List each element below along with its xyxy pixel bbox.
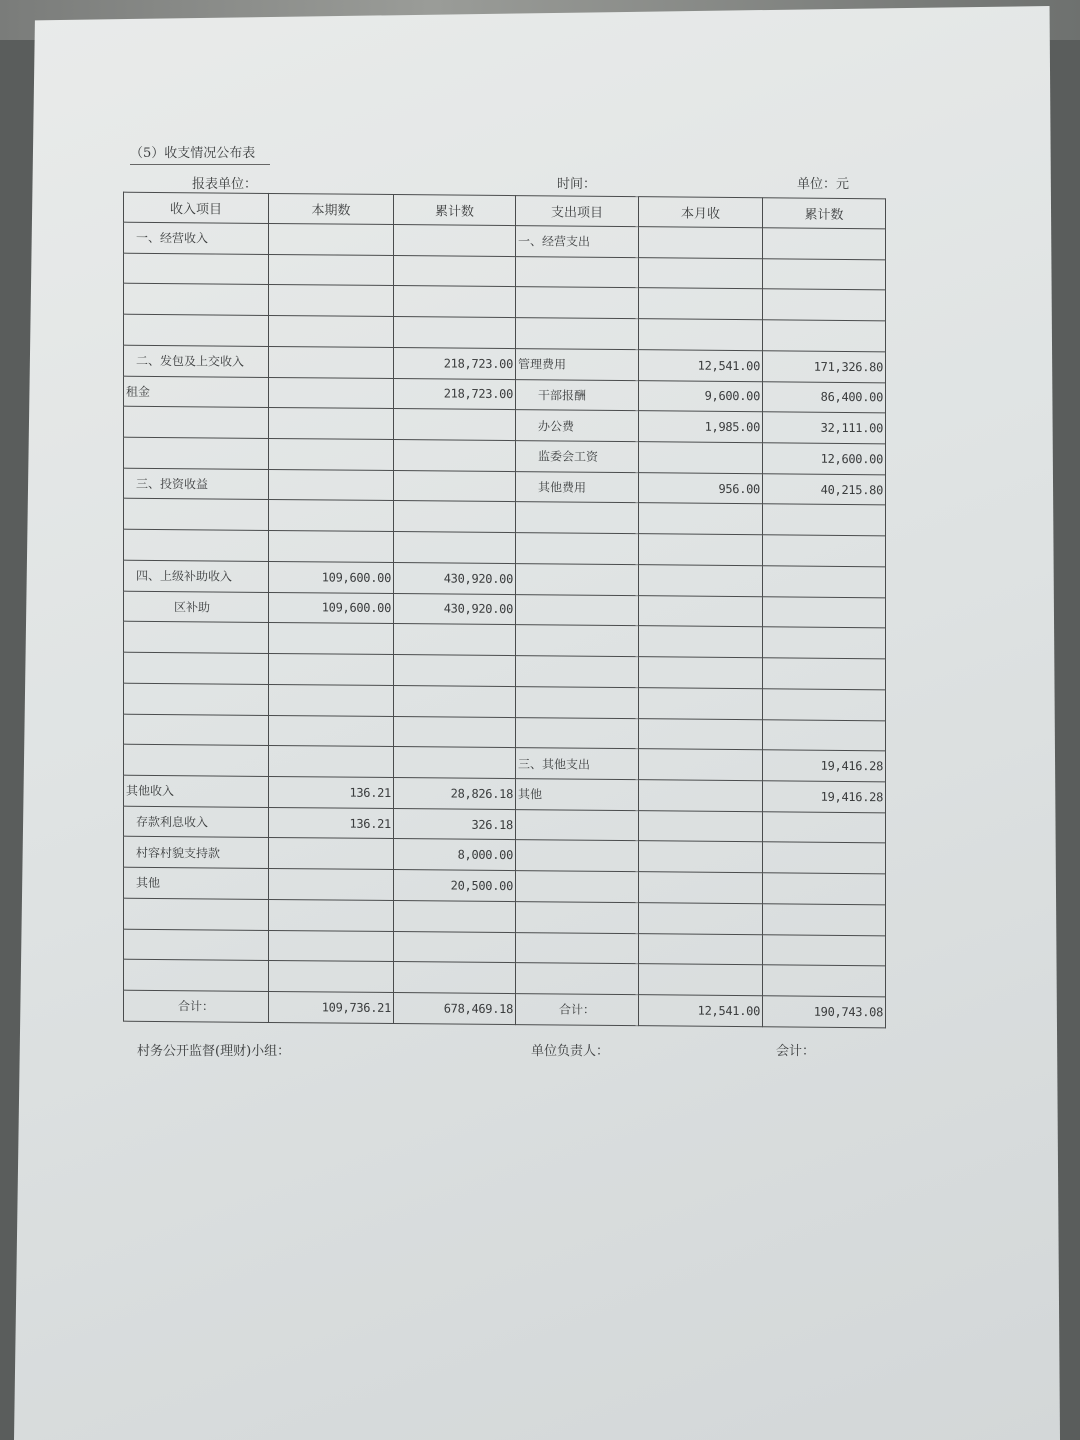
table-cell	[516, 287, 639, 319]
table-cell	[639, 626, 763, 658]
table-cell	[639, 780, 763, 812]
table-cell	[516, 963, 639, 995]
table-cell	[394, 962, 516, 994]
table-cell	[763, 689, 886, 721]
table-cell	[516, 809, 639, 841]
totals-cell: 12,541.00	[639, 995, 763, 1027]
table-cell	[639, 257, 763, 289]
table-cell	[394, 532, 516, 564]
table-cell: 其他	[124, 867, 269, 899]
table-cell: 218,723.00	[394, 347, 516, 379]
table-cell	[639, 810, 763, 842]
table-cell	[763, 535, 886, 567]
table-cell: 136.21	[269, 807, 394, 839]
table-cell: 一、经营收入	[124, 222, 269, 254]
table-cell	[639, 749, 763, 781]
table-cell	[269, 408, 394, 440]
table-cell	[763, 289, 886, 321]
table-cell	[124, 253, 269, 285]
table-cell: 管理费用	[516, 348, 639, 380]
totals-cell: 190,743.08	[763, 996, 886, 1028]
table-cell	[516, 932, 639, 964]
unit-leader-label: 单位负责人：	[531, 1044, 610, 1059]
table-cell	[763, 504, 886, 536]
table-cell	[763, 596, 886, 628]
table-cell	[269, 254, 394, 286]
table-cell: 其他	[516, 779, 639, 811]
table-cell: 109,600.00	[269, 592, 394, 624]
table-cell	[394, 286, 516, 318]
table-cell	[763, 566, 886, 598]
table-cell	[639, 841, 763, 873]
table-cell	[394, 655, 516, 687]
table-cell	[269, 899, 394, 931]
table-cell	[763, 965, 886, 997]
table-cell	[394, 716, 516, 748]
totals-cell: 109,736.21	[269, 991, 394, 1023]
table-cell	[394, 317, 516, 349]
table-cell: 8,000.00	[394, 839, 516, 871]
table-cell: 32,111.00	[763, 412, 886, 444]
time-label: 时间：	[557, 177, 597, 192]
accountant-label: 会计：	[776, 1044, 816, 1059]
table-cell	[639, 227, 763, 259]
table-cell	[394, 747, 516, 779]
table-cell	[639, 319, 763, 351]
table-cell: 村容村貌支持款	[124, 837, 269, 869]
table-cell	[124, 652, 269, 684]
table-cell	[516, 318, 639, 350]
table-cell	[394, 255, 516, 287]
currency-unit-label: 单位：元	[797, 177, 850, 192]
table-cell	[269, 531, 394, 563]
header-income-item: 收入项目	[124, 192, 269, 223]
table-cell	[639, 565, 763, 597]
table-cell	[124, 499, 269, 531]
table-cell	[639, 687, 763, 719]
table-cell: 956.00	[639, 472, 763, 504]
table-cell	[639, 872, 763, 904]
table-cell	[269, 223, 394, 255]
table-cell	[394, 624, 516, 656]
table-cell	[394, 900, 516, 932]
table-cell: 监委会工资	[516, 441, 639, 473]
table-cell	[763, 658, 886, 690]
table-cell: 40,215.80	[763, 474, 886, 506]
table-cell: 四、上级补助收入	[124, 560, 269, 592]
table-cell	[124, 683, 269, 715]
table-cell	[516, 502, 639, 534]
table-cell	[269, 838, 394, 870]
table-cell	[516, 656, 639, 688]
table-cell	[639, 442, 763, 474]
table-cell	[269, 623, 394, 655]
table-cell: 19,416.28	[763, 750, 886, 782]
table-cell	[124, 529, 269, 561]
table-cell	[516, 564, 639, 596]
header-income-period: 本期数	[269, 193, 394, 224]
header-expense-cumulative: 累计数	[763, 198, 886, 229]
table-cell: 三、投资收益	[124, 468, 269, 500]
table-cell: 区补助	[124, 591, 269, 623]
table-cell	[763, 904, 886, 936]
table-cell	[394, 685, 516, 717]
table-cell	[639, 595, 763, 627]
table-cell	[269, 500, 394, 532]
table-body	[124, 222, 886, 1028]
table-cell	[269, 469, 394, 501]
table-cell: 存款利息收入	[124, 806, 269, 838]
totals-cell: 合计：	[124, 990, 269, 1022]
table-cell	[394, 501, 516, 533]
table-cell	[124, 406, 269, 438]
table-cell	[763, 320, 886, 352]
table-cell	[516, 686, 639, 718]
table-cell	[639, 902, 763, 934]
table-cell	[516, 594, 639, 626]
table-cell: 其他收入	[124, 775, 269, 807]
totals-row	[124, 990, 886, 1028]
table-cell: 干部报酬	[516, 379, 639, 411]
table-cell: 一、经营支出	[516, 226, 639, 258]
table-cell	[763, 627, 886, 659]
supervision-group-label: 村务公开监督(理财)小组：	[137, 1044, 291, 1059]
table-cell: 12,541.00	[639, 350, 763, 382]
table-cell: 19,416.28	[763, 781, 886, 813]
table-cell: 办公费	[516, 410, 639, 442]
table-cell	[516, 717, 639, 749]
table-cell	[269, 654, 394, 686]
table-cell: 28,826.18	[394, 777, 516, 809]
table-cell	[124, 714, 269, 746]
table-cell	[124, 929, 269, 961]
table-cell	[269, 377, 394, 409]
table-cell	[269, 930, 394, 962]
table-cell: 1,985.00	[639, 411, 763, 443]
table-cell	[763, 811, 886, 843]
table-cell	[269, 316, 394, 348]
table-cell	[394, 409, 516, 441]
table-cell	[269, 346, 394, 378]
table-cell	[269, 869, 394, 901]
table-cell	[124, 437, 269, 469]
reporting-unit-label: 报表单位：	[192, 177, 258, 192]
table-cell: 136.21	[269, 776, 394, 808]
table-cell: 218,723.00	[394, 378, 516, 410]
table-cell	[516, 871, 639, 903]
table-cell	[639, 503, 763, 535]
table-cell: 86,400.00	[763, 381, 886, 413]
document-title: （5）收支情况公布表	[130, 142, 270, 165]
table-cell	[124, 284, 269, 316]
table-cell: 430,920.00	[394, 562, 516, 594]
table-cell	[124, 898, 269, 930]
table-cell	[269, 438, 394, 470]
header-expense-month: 本月收	[639, 197, 763, 228]
table-cell	[639, 964, 763, 996]
table-cell	[394, 225, 516, 257]
income-expense-table	[123, 192, 886, 1029]
table-cell	[763, 873, 886, 905]
table-cell: 租金	[124, 376, 269, 408]
table-cell: 其他费用	[516, 471, 639, 503]
table-cell	[639, 657, 763, 689]
table-cell	[763, 934, 886, 966]
table-cell	[269, 746, 394, 778]
table-cell	[394, 470, 516, 502]
table-cell	[269, 961, 394, 993]
table-cell	[763, 228, 886, 260]
header-expense-item: 支出项目	[516, 196, 639, 227]
table-cell	[639, 718, 763, 750]
table-cell: 171,326.80	[763, 351, 886, 383]
table-cell	[516, 840, 639, 872]
totals-cell: 合计：	[516, 994, 639, 1026]
table-cell	[516, 256, 639, 288]
table-cell	[269, 684, 394, 716]
table-cell: 三、其他支出	[516, 748, 639, 780]
table-cell	[269, 715, 394, 747]
table-cell	[269, 285, 394, 317]
table-cell	[516, 901, 639, 933]
table-cell	[639, 933, 763, 965]
table-cell	[394, 931, 516, 963]
table-cell	[639, 534, 763, 566]
table-cell	[516, 625, 639, 657]
table-cell	[763, 719, 886, 751]
table-cell	[394, 440, 516, 472]
table-cell: 109,600.00	[269, 561, 394, 593]
table-cell	[124, 622, 269, 654]
table-cell: 12,600.00	[763, 443, 886, 475]
table-cell: 二、发包及上交收入	[124, 345, 269, 377]
totals-cell: 678,469.18	[394, 993, 516, 1025]
table-cell	[763, 842, 886, 874]
table-cell: 9,600.00	[639, 380, 763, 412]
table-cell	[639, 288, 763, 320]
table-cell	[763, 258, 886, 290]
table-cell: 326.18	[394, 808, 516, 840]
table-cell: 430,920.00	[394, 593, 516, 625]
table-cell	[124, 959, 269, 991]
table-cell	[124, 744, 269, 776]
table-cell	[124, 314, 269, 346]
header-income-cumulative: 累计数	[394, 195, 516, 226]
table-cell	[516, 533, 639, 565]
table-cell: 20,500.00	[394, 870, 516, 902]
